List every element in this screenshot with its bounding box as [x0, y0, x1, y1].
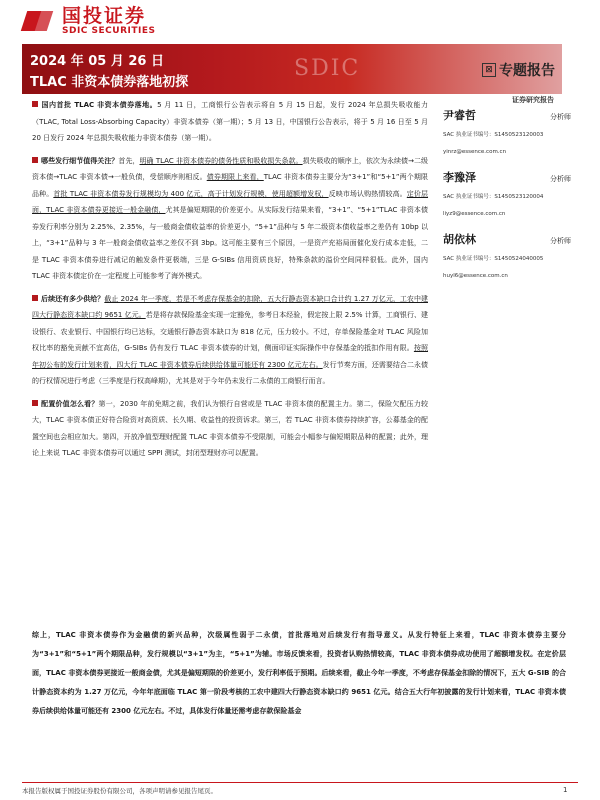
section-allocation	[32, 396, 428, 462]
author-email[interactable]: liyz9@essence.com.cn	[443, 211, 506, 217]
author-name: 胡依林	[443, 233, 476, 246]
section-highlight: 截止 2024 年一季度，若是不考虑存保基金的扣除，五大行静态资本缺口合计约 1.27 万亿元，工农中建四大行静态资本缺口约 9651 亿元。	[32, 294, 428, 319]
author-card	[443, 231, 571, 279]
section-text: 首先，	[118, 156, 140, 165]
section-highlight: 定价层面，TLAC 非资本债券更接近一般金融债，	[32, 189, 429, 214]
author-role: 分析师	[550, 175, 571, 183]
company-logo	[22, 6, 155, 36]
bullet-square-icon	[32, 101, 38, 107]
author-panel	[443, 107, 571, 293]
footer-divider	[22, 782, 578, 783]
section-text: 5 月 11 日，工商银行公告表示将自 5 月 15 日起，发行 2024 年总损失吸收能力（TLAC, Total Loss-Absorbing Capacity）非资本债券（第一期）；5 月 13 日，中国银行公告表示，将于 5 月 16 日至 5 月 20 日发行 2024 年总损失吸收能力非资本债券（第一期）。	[32, 101, 428, 142]
report-title: TLAC 非资本债券落地初探	[30, 75, 189, 90]
report-date: 2024 年 05 月 26 日	[30, 54, 164, 69]
author-name: 李豫泽	[443, 171, 476, 184]
report-body	[32, 97, 428, 468]
section-text: 反映市场认购热情较高。	[328, 189, 407, 198]
author-cert: SAC 执业证书编号：S1450523120003	[443, 132, 544, 138]
section-text: 若是将存款保险基金实现一定豁免，参考日本经验，假定按上限 2.5% 计算，工商银行、建设银行、农业银行、中国银行均已达标，交通银行静态资本缺口为 818 亿元，压力较小。不过，存单保险基金对 TLAC 风险加权比率的豁免贡献不宜高估，G-SIBs 仍有发行 TLAC 非资本债券的计划，侧面印证实际操作中存保基金的抵扣作用有限。	[32, 311, 429, 352]
section-text: 第一，2030 年前免期之前，我们认为银行自营或是 TLAC 非资本债的配置主力。第二，保险欠配压力较大，TLAC 非资本债正好符合险资对高资质、长久期、收益性的投资诉求。第三，若 TLAC 非资本债券持续扩容，公募基金的配置空间也会相应加大。第四，开放净值型理财配置 TLAC 非资本债券不受限制，可能会小幅参与偏短期限品种的配置；此外，理论上来说 TLAC 非资本债券可以通过 SPPI 测试，封闭型理财亦可以配置。	[32, 399, 428, 457]
author-name: 尹睿哲	[443, 109, 476, 122]
section-heading: 国内首批 TLAC 非资本债券落地。	[41, 101, 158, 109]
author-cert: SAC 执业证书编号：S1450524040005	[443, 256, 544, 262]
section-highlight: 明确 TLAC 非资本债券的债务性质和吸收损失条款。	[139, 156, 303, 165]
logo-en: SDIC SECURITIES	[62, 26, 156, 36]
section-highlight: 首批 TLAC 非资本债券发行规模均为 400 亿元，高于计划发行规模，使用超额增发权，	[53, 189, 329, 198]
section-text: TLAC 非资本债券主要分为“3+1”和“5+1”两个期限品种。	[32, 173, 428, 198]
bullet-square-icon	[32, 295, 38, 301]
section-supply	[32, 291, 428, 390]
summary-paragraph: 综上，TLAC 非资本债券作为金融债的新兴品种，次级属性弱于二永债，首批落地对后续发行有指导意义。从发行特征上来看，TLAC 非资本债券主要分为“3+1”和“5+1”两个期限品种，发行规模以“3+1”为主，“5+1”为辅。市场反馈来看，投资者认购热情较高，TLAC 非资本债券成功使用了超额增发权。在定价层面，TLAC 非资本债券更接近一般商金债，尤其是偏短期限的价差更小，发行利率低于预期。后续来看，截止今年一季度，不考虑存保基金扣除的情况下，五大 G-SIB 的合计静态资本约为 1.27 万亿元，今年年底面临 TLAC 第一阶段考核的工农中建四大行静态资本缺口约 9651 亿元。结合五大行年初披露的发行计划来看，TLAC 非资本债券后续供给体量可能还有 2300 亿元左右。不过，具体发行体量还需考虑存款保险基金	[32, 631, 566, 715]
section-text: 尤其是偏短期限的价差更小。从实际发行结果来看，“3+1”、“5+1”TLAC 非资本债券发行利率分别为 2.25%、2.35%，与一般商金债收益率的价差更小，“5+1”品种与 5 年二级资本债收益率之差仍有 10bp 以上，“3+1”品种与 3 年一般商金债收益率之差仅不到 3bp。这可能主要有三个原因，一是资产充裕局面催化发行成本走低，二是 TLAC 非资本债券进行减记的触发条件更极端，三是 G-SIBs 信用资质良好，特殊条款的溢价空间同样很低。此外，国内 TLAC 非资本债定价在一定程度上可能参考了海外模式。	[32, 206, 428, 280]
section-text: 损失吸收的顺序上，依次为永续债→二级资本债→TLAC 非资本债→一般负债，受偿顺序则相反。	[32, 156, 429, 181]
banner-watermark: SDIC	[294, 56, 361, 81]
author-cert: SAC 执业证书编号：S1450523120004	[443, 194, 544, 200]
report-type-icon: ⊠	[482, 63, 496, 77]
author-email[interactable]: yinrz@essence.com.cn	[443, 149, 507, 155]
section-details	[32, 153, 428, 285]
report-category: 证券研究报告	[512, 96, 554, 104]
author-email[interactable]: huyl6@essence.com.cn	[443, 273, 508, 279]
author-role: 分析师	[550, 237, 571, 245]
logo-mark-icon	[22, 8, 56, 34]
section-heading: 后续还有多少供给？	[41, 294, 105, 303]
report-type	[482, 60, 555, 80]
title-banner	[22, 44, 562, 94]
section-launch	[32, 97, 428, 147]
report-type-label: 专题报告	[499, 63, 555, 79]
author-card	[443, 107, 571, 155]
author-role: 分析师	[550, 113, 571, 121]
author-card	[443, 169, 571, 217]
section-highlight: 按照年初公布的发行计划来看，四大行 TLAC 非资本债券后续供给体量可能还有 2300 亿元左右。	[32, 344, 428, 369]
bullet-square-icon	[32, 157, 38, 163]
page-number: 1	[563, 786, 568, 794]
footer-disclaimer: 本报告版权属于国投证券股份有限公司，各项声明请参见报告尾页。	[22, 787, 217, 795]
logo-cn: 国投证券	[62, 5, 147, 27]
section-highlight: 债券期限上来看，	[206, 173, 264, 181]
section-text: 发行节奏方面，还需要结合二永债的行权情况进行考虑（三季度是行权高峰期），尤其是对于今年仍未发行二永债的工商银行而言。	[32, 360, 429, 385]
bullet-square-icon	[32, 400, 38, 406]
section-heading: 配置价值怎么看？	[41, 399, 99, 408]
section-heading: 哪些发行细节值得关注？	[41, 156, 119, 165]
